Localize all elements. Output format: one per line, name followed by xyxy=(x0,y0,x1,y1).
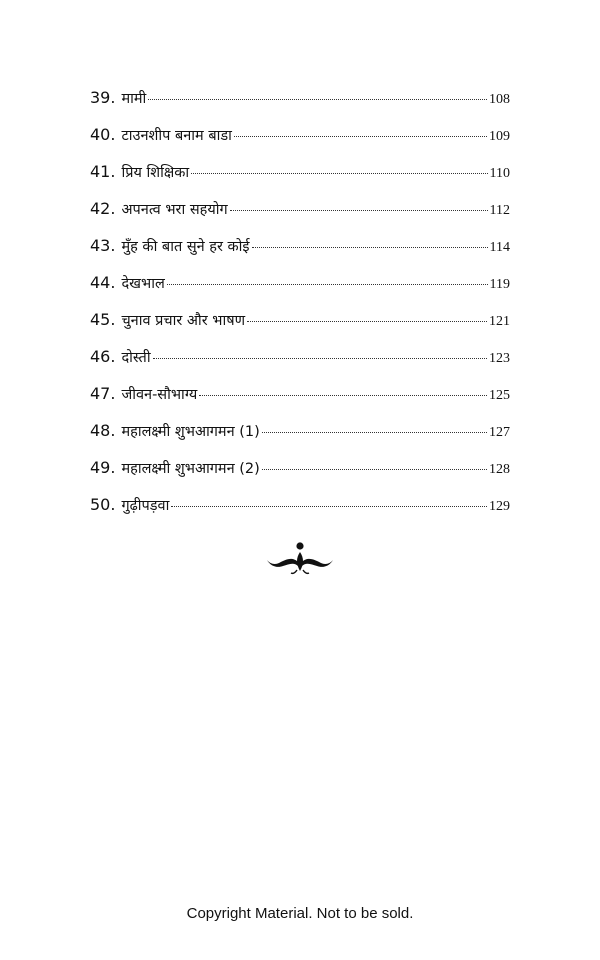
toc-entry-page: 123 xyxy=(489,351,510,366)
toc-entry-title: चुनाव प्रचार और भाषण xyxy=(121,313,246,329)
toc-entry-page: 109 xyxy=(489,129,510,144)
dot-leader xyxy=(167,284,488,285)
dot-leader xyxy=(171,506,487,507)
dot-leader xyxy=(230,210,488,211)
toc-entry-number: 45. xyxy=(90,310,116,329)
toc-entry-page: 114 xyxy=(489,240,510,255)
toc-entry-number: 41. xyxy=(90,162,116,181)
toc-entry xyxy=(90,347,510,384)
toc-entry-title: दोस्ती xyxy=(121,350,151,366)
dot-leader xyxy=(262,469,487,470)
toc-entry-page: 108 xyxy=(489,92,510,107)
copyright-footer: Copyright Material. Not to be sold. xyxy=(186,905,414,922)
toc-entry-number: 46. xyxy=(90,347,116,366)
toc-entry xyxy=(90,421,510,458)
toc-entry-page: 127 xyxy=(489,425,510,440)
toc-entry-page: 128 xyxy=(489,462,510,477)
toc-entry-number: 49. xyxy=(90,458,116,477)
toc-entry-number: 40. xyxy=(90,125,116,144)
toc-entry-number: 48. xyxy=(90,421,116,440)
toc-entry xyxy=(90,495,510,532)
toc-entry-title: महालक्ष्मी शुभआगमन (2) xyxy=(121,461,260,477)
toc-entry xyxy=(90,236,510,273)
toc-entry-number: 43. xyxy=(90,236,116,255)
toc-entry-number: 39. xyxy=(90,88,116,107)
toc-entry-title: मुँह की बात सुने हर कोई xyxy=(121,239,250,255)
dot-leader xyxy=(262,432,487,433)
table-of-contents xyxy=(90,88,510,532)
toc-entry-number: 42. xyxy=(90,199,116,218)
toc-entry-title: महालक्ष्मी शुभआगमन (1) xyxy=(121,424,260,440)
toc-entry-title: देखभाल xyxy=(121,276,165,292)
dot-leader xyxy=(153,358,487,359)
toc-entry-title: टाउनशीप बनाम बाडा xyxy=(121,128,232,144)
toc-entry-page: 112 xyxy=(489,203,510,218)
flourish-ornament-icon xyxy=(265,540,335,576)
dot-leader xyxy=(234,136,487,137)
toc-entry-number: 44. xyxy=(90,273,116,292)
toc-entry-title: जीवन-सौभाग्य xyxy=(121,387,198,403)
toc-entry-page: 125 xyxy=(489,388,510,403)
toc-entry-page: 121 xyxy=(489,314,510,329)
toc-entry xyxy=(90,88,510,125)
dot-leader xyxy=(191,173,487,174)
toc-entry xyxy=(90,384,510,421)
toc-entry xyxy=(90,273,510,310)
toc-entry-title: अपनत्व भरा सहयोग xyxy=(121,202,228,218)
toc-entry xyxy=(90,310,510,347)
toc-entry-number: 50. xyxy=(90,495,116,514)
toc-entry xyxy=(90,458,510,495)
toc-entry-page: 110 xyxy=(489,166,510,181)
toc-entry-number: 47. xyxy=(90,384,116,403)
dot-leader xyxy=(199,395,487,396)
toc-entry-title: गुढ़ीपड़वा xyxy=(121,498,170,514)
dot-leader xyxy=(252,247,488,248)
dot-leader xyxy=(247,321,487,322)
toc-entry-page: 119 xyxy=(489,277,510,292)
toc-entry-page: 129 xyxy=(489,499,510,514)
toc-entry xyxy=(90,162,510,199)
toc-entry-title: प्रिय शिक्षिका xyxy=(121,165,190,181)
dot-leader xyxy=(148,99,487,100)
toc-entry xyxy=(90,125,510,162)
toc-entry xyxy=(90,199,510,236)
toc-entry-title: मामी xyxy=(121,91,147,107)
